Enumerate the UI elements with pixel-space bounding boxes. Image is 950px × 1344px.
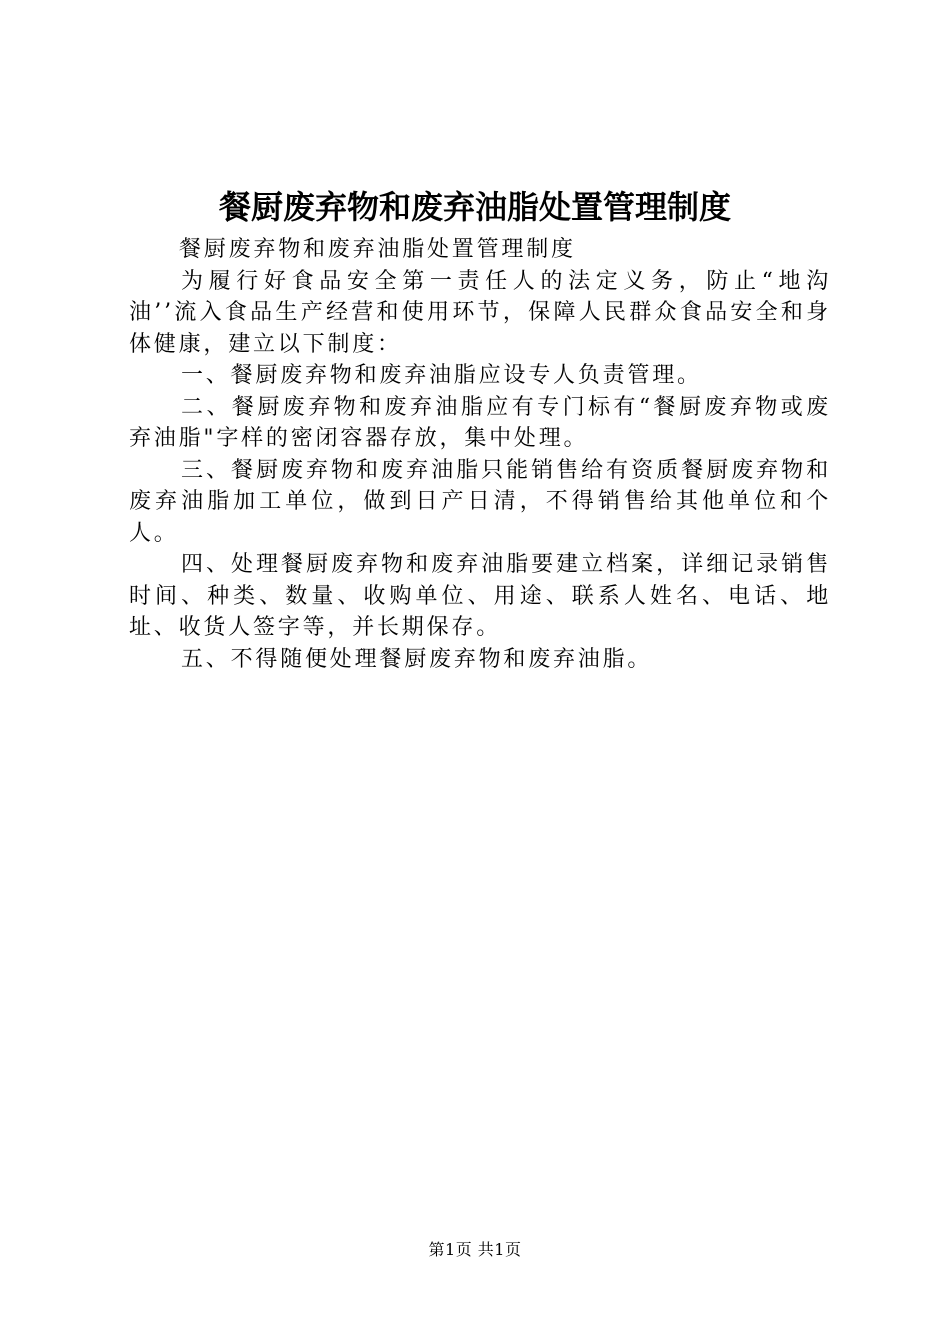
rule-4-paragraph: 四、处理餐厨废弃物和废弃油脂要建立档案，详细记录销售时间、种类、数量、收购单位、用途、联系人姓名、电话、地址、收货人签字等，并长期保存。 [129, 552, 831, 640]
rule-1-paragraph: 一、餐厨废弃物和废弃油脂应设专人负责管理。 [181, 363, 702, 388]
rule-2-paragraph: 二、餐厨废弃物和废弃油脂应有专门标有“餐厨废弃物或废弃油脂"字样的密闭容器存放，集中处理。 [129, 394, 831, 451]
document-subtitle: 餐厨废弃物和废弃油脂处置管理制度 [179, 237, 576, 262]
document-body [129, 234, 831, 675]
page-footer: 第1页 共1页 [428, 1240, 522, 1259]
rule-3-paragraph: 三、餐厨废弃物和废弃油脂只能销售给有资质餐厨废弃物和废弃油脂加工单位，做到日产日清，不得销售给其他单位和个人。 [129, 457, 831, 546]
rule-5-paragraph: 五、不得随便处理餐厨废弃物和废弃油脂。 [181, 646, 653, 672]
intro-paragraph: 为履行好食品安全第一责任人的法定义务，防止“地沟油’’流入食品生产经营和使用环节，保障人民群众食品安全和身体健康，建立以下制度： [129, 268, 831, 357]
document-title: 餐厨废弃物和废弃油脂处置管理制度 [218, 188, 731, 226]
